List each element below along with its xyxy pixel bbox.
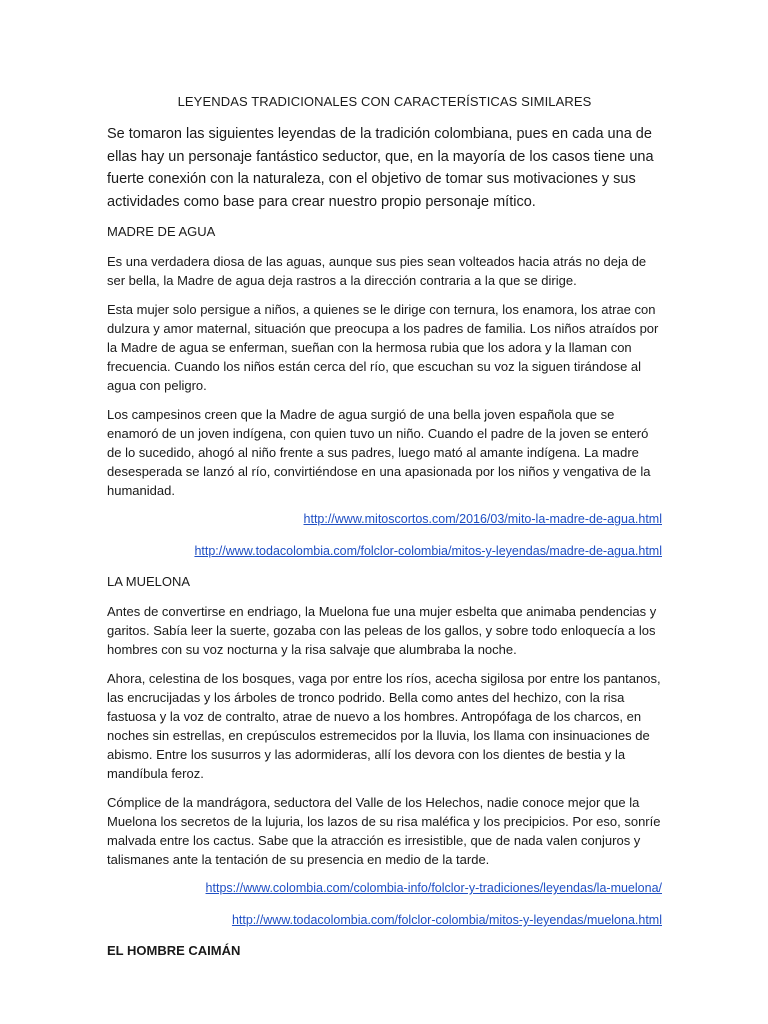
section-heading-el-hombre-caiman: EL HOMBRE CAIMÁN [107, 943, 241, 958]
madre-de-agua-link-2[interactable]: http://www.todacolombia.com/folclor-colombia/mitos-y-leyendas/madre-de-agua.html [194, 544, 662, 558]
section-heading-la-muelona: LA MUELONA [107, 574, 191, 589]
madre-de-agua-paragraph-1: Es una verdadera diosa de las aguas, aunque sus pies sean volteados hacia atrás no deja de ser bella, la Madre de agua deja rastros a la dirección contraria a la que se dirige. [107, 254, 647, 288]
document-title: LEYENDAS TRADICIONALES CON CARACTERÍSTICAS SIMILARES [177, 94, 592, 109]
la-muelona-paragraph-3: Cómplice de la mandrágora, seductora del Valle de los Helechos, nadie conoce mejor que la Muelona los secretos de la lujuria, los lazos de su risa maléfica y los precipicios. Por eso, sonríe malvada entre los cactus. Sabe que la atracción es irresistible, que de nada valen conjuros y talismanes ante la tentación de su presencia en medio de la tarde. [107, 795, 661, 867]
la-muelona-paragraph-1: Antes de convertirse en endriago, la Muelona fue una mujer esbelta que animaba pendencias y garitos. Sabía leer la suerte, gozaba con las peleas de los gallos, y sobre todo enloquecía a los hombres con su voz nocturna y la risa salvaje que alumbraba la noche. [107, 604, 657, 657]
madre-de-agua-paragraph-2: Esta mujer solo persigue a niños, a quienes se le dirige con ternura, los enamora, los atrae con dulzura y amor maternal, situación que preocupa a los padres de familia. Los niños atraídos por la Madre de agua se enferman, sueñan con la hermosa rubia que los adora y la llaman con frecuencia. Cuando los niños están cerca del río, que escuchan su voz la siguen tirándose al agua con peligro. [107, 302, 659, 393]
la-muelona-link-2[interactable]: http://www.todacolombia.com/folclor-colombia/mitos-y-leyendas/muelona.html [231, 913, 662, 927]
madre-de-agua-paragraph-3: Los campesinos creen que la Madre de agua surgió de una bella joven española que se enamoró de un joven indígena, con quien tuvo un niño. Cuando el padre de la joven se enteró de lo sucedido, ahogó al niño frente a sus padres, luego mató al amante indígena. La madre desesperada se lanzó al río, convirtiéndose en una apasionada por los niños y vengativa de la humanidad. [107, 407, 651, 498]
la-muelona-paragraph-2: Ahora, celestina de los bosques, vaga por entre los ríos, acecha sigilosa por entre los pantanos, las encrucijadas y los árboles de tronco podrido. Bella como antes del hechizo, con la risa fastuosa y la voz de contralto, atrae de nuevo a los hombres. Antropófaga de los charcos, en noches sin estrellas, en crepúsculos estremecidos por la lluvia, los llama con insinuaciones de abismo. Entre los susurros y las adormideras, allí los devora con los dientes de bestia y la mandíbula feroz. [107, 671, 661, 781]
intro-paragraph: Se tomaron las siguientes leyendas de la tradición colombiana, pues en cada una de ellas hay un personaje fantástico seductor, que, en la mayoría de los casos tiene una fuerte conexión con la naturaleza, con el objetivo de tomar sus motivaciones y sus actividades como base para crear nuestro propio personaje mítico. [107, 126, 654, 210]
madre-de-agua-link-1[interactable]: http://www.mitoscortos.com/2016/03/mito-la-madre-de-agua.html [303, 512, 662, 526]
section-heading-madre-de-agua: MADRE DE AGUA [107, 224, 216, 239]
la-muelona-link-1[interactable]: https://www.colombia.com/colombia-info/folclor-y-tradiciones/leyendas/la-muelona/ [205, 881, 662, 895]
